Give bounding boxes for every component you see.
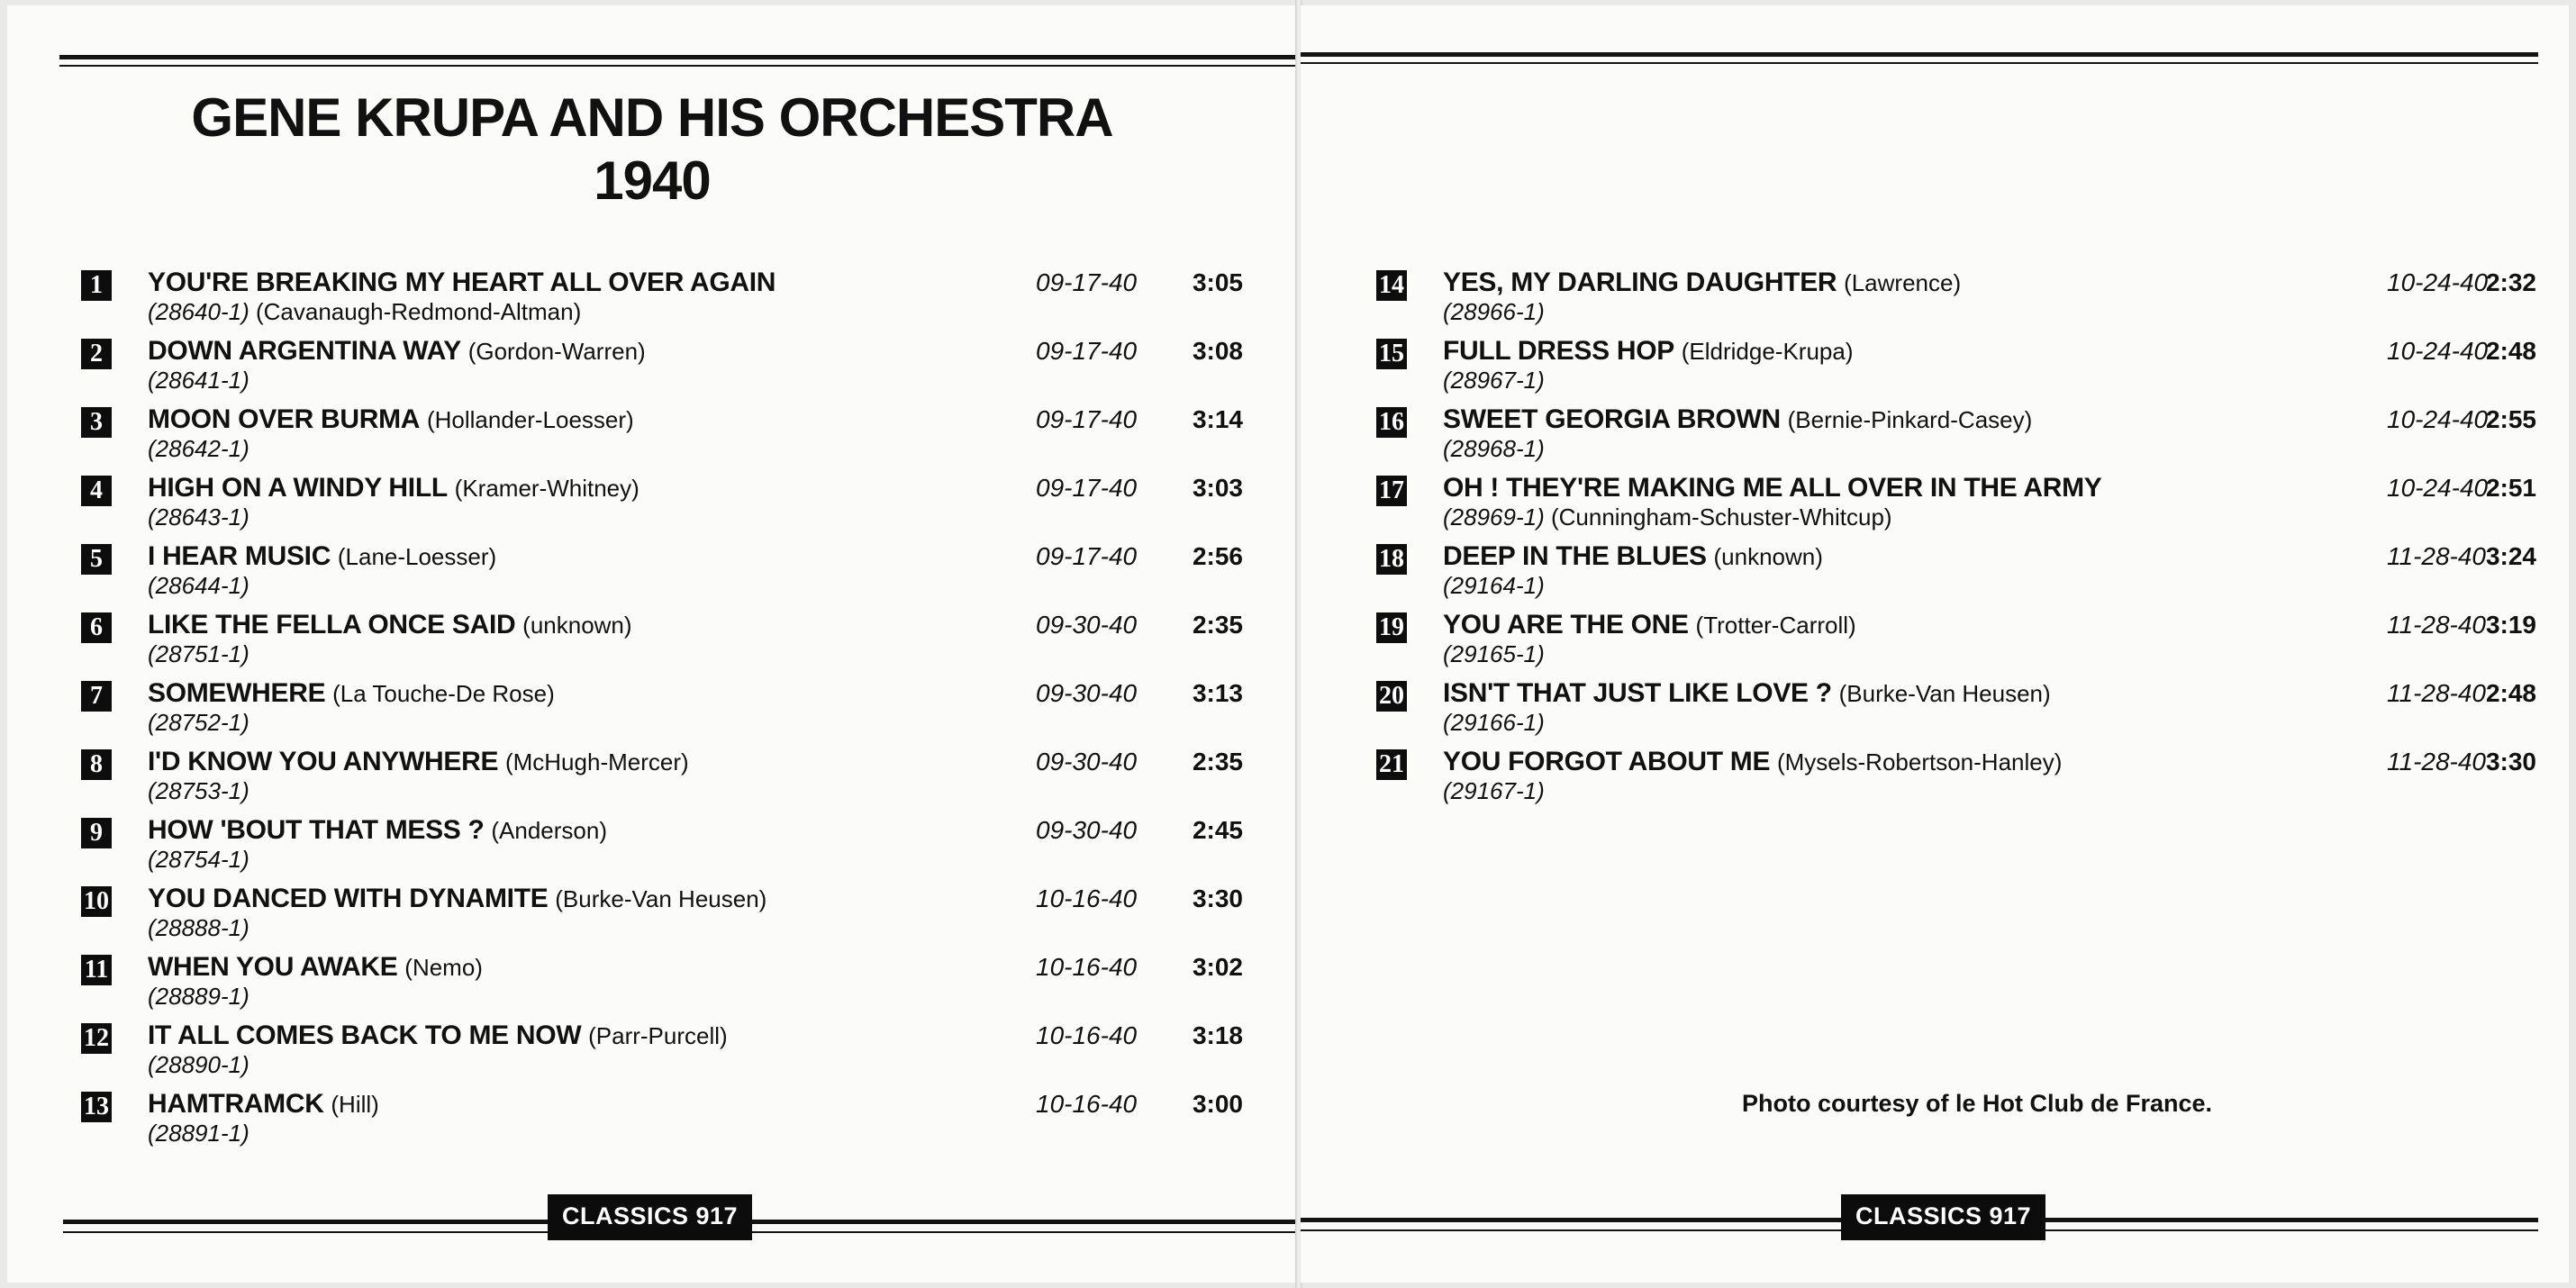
track-row	[81, 949, 1252, 1018]
track-number-badge: 16	[1376, 407, 1407, 438]
matrix-number: (28968-1)	[1443, 435, 1545, 462]
composers: (unknown)	[1713, 543, 1823, 570]
duration: 3:19	[2485, 611, 2536, 639]
track-number-badge: 4	[81, 476, 112, 506]
matrix-number: (28640-1)	[148, 298, 249, 325]
catalog-badge: CLASSICS 917	[548, 1194, 752, 1240]
composers: (Burke-Van Heusen)	[555, 885, 767, 912]
duration: 2:48	[2485, 679, 2536, 707]
recording-date: 10-16-40	[1036, 884, 1138, 912]
song-title: YOU DANCED WITH DYNAMITE	[148, 884, 549, 913]
composers: (Parr-Purcell)	[588, 1022, 728, 1049]
track-row	[1376, 333, 2538, 402]
song-title: MOON OVER BURMA	[148, 404, 421, 434]
song-title: IT ALL COMES BACK TO ME NOW	[148, 1020, 582, 1050]
recording-date: 10-16-40	[1036, 1090, 1138, 1118]
song-title: DEEP IN THE BLUES	[1443, 541, 1707, 571]
duration: 3:03	[1192, 474, 1243, 502]
matrix-number: (28751-1)	[148, 640, 249, 667]
recording-date: 11-28-40	[2387, 748, 2487, 776]
track-number-badge: 19	[1376, 612, 1407, 643]
composers: (Hill)	[331, 1091, 379, 1118]
top-rule	[59, 55, 1297, 59]
track-row	[1376, 265, 2538, 333]
recording-date: 09-17-40	[1036, 268, 1138, 296]
track-number-badge: 13	[81, 1092, 112, 1122]
album-title	[7, 86, 1297, 213]
album-title-year: 1940	[594, 150, 711, 211]
track-row	[81, 744, 1252, 812]
recording-date: 11-28-40	[2387, 542, 2487, 570]
track-number-badge: 3	[81, 407, 112, 438]
composers: (Bernie-Pinkard-Casey)	[1787, 406, 2033, 433]
recording-date: 10-24-40	[2387, 405, 2489, 433]
matrix-number: (28890-1)	[148, 1051, 249, 1078]
composers: (Cavanaugh-Redmond-Altman)	[255, 298, 582, 325]
song-title: YOU'RE BREAKING MY HEART ALL OVER AGAIN	[148, 268, 776, 297]
track-row	[1376, 607, 2538, 676]
recording-date: 09-17-40	[1036, 405, 1138, 433]
song-title: I'D KNOW YOU ANYWHERE	[148, 747, 499, 776]
composers: (Eldridge-Krupa)	[1681, 338, 1854, 365]
album-title-artist: GENE KRUPA AND HIS ORCHESTRA	[191, 87, 1113, 148]
composers: (Hollander-Loesser)	[426, 406, 634, 433]
track-number-badge: 7	[81, 681, 112, 712]
composers: (La Touche-De Rose)	[332, 680, 555, 707]
matrix-number: (28753-1)	[148, 777, 249, 804]
matrix-number: (28643-1)	[148, 503, 249, 531]
track-row	[1376, 402, 2538, 470]
duration: 2:55	[2485, 405, 2536, 433]
duration: 3:05	[1192, 268, 1243, 296]
song-title: HIGH ON A WINDY HILL	[148, 473, 448, 503]
track-number-badge: 9	[81, 818, 112, 848]
matrix-number: (28967-1)	[1443, 367, 1545, 394]
duration: 2:35	[1192, 611, 1243, 639]
recording-date: 09-30-40	[1036, 611, 1138, 639]
composers: (Lawrence)	[1844, 269, 1962, 296]
track-number-badge: 8	[81, 749, 112, 780]
track-row	[81, 607, 1252, 676]
track-row	[1376, 539, 2538, 607]
left-page	[7, 5, 1297, 1283]
track-number-badge: 17	[1376, 476, 1407, 506]
composers: (Kramer-Whitney)	[454, 475, 639, 502]
track-row	[1376, 676, 2538, 744]
song-title: LIKE THE FELLA ONCE SAID	[148, 610, 516, 639]
tracklist-left	[81, 265, 1252, 1155]
song-title: YOU FORGOT ABOUT ME	[1443, 747, 1771, 776]
duration: 3:24	[2485, 542, 2536, 570]
recording-date: 09-30-40	[1036, 816, 1138, 844]
top-rule	[1301, 52, 2538, 57]
matrix-number: (28754-1)	[148, 846, 249, 873]
matrix-number: (29167-1)	[1443, 777, 1545, 804]
composers: (Lane-Loesser)	[337, 543, 497, 570]
song-title: I HEAR MUSIC	[148, 541, 331, 571]
track-number-badge: 11	[81, 955, 112, 985]
duration: 2:45	[1192, 816, 1243, 844]
track-number-badge: 14	[1376, 270, 1407, 301]
composers: (McHugh-Mercer)	[504, 748, 689, 776]
matrix-number: (29164-1)	[1443, 572, 1545, 599]
recording-date: 10-24-40	[2387, 268, 2489, 296]
track-number-badge: 18	[1376, 544, 1407, 575]
photo-credit: Photo courtesy of le Hot Club de France.	[1742, 1090, 2213, 1117]
recording-date: 10-24-40	[2387, 337, 2489, 365]
matrix-number: (28752-1)	[148, 709, 249, 736]
track-row	[81, 470, 1252, 539]
recording-date: 10-24-40	[2387, 474, 2489, 502]
duration: 2:32	[2485, 268, 2536, 296]
track-number-badge: 15	[1376, 339, 1407, 369]
song-title: SOMEWHERE	[148, 678, 326, 708]
track-number-badge: 6	[81, 612, 112, 643]
duration: 2:56	[1192, 542, 1243, 570]
track-number-badge: 20	[1376, 681, 1407, 712]
duration: 3:08	[1192, 337, 1243, 365]
song-title: DOWN ARGENTINA WAY	[148, 336, 461, 366]
duration: 3:13	[1192, 679, 1243, 707]
composers: (Mysels-Robertson-Hanley)	[1776, 748, 2063, 776]
track-row	[81, 1086, 1252, 1155]
duration: 3:18	[1192, 1021, 1243, 1049]
track-row	[81, 676, 1252, 744]
duration: 3:14	[1192, 405, 1243, 433]
recording-date: 11-28-40	[2387, 679, 2487, 707]
matrix-number: (29165-1)	[1443, 640, 1545, 667]
matrix-number: (28889-1)	[148, 983, 249, 1010]
matrix-number: (28642-1)	[148, 435, 249, 462]
composers: (Gordon-Warren)	[467, 338, 646, 365]
matrix-number: (28644-1)	[148, 572, 249, 599]
duration: 3:30	[2485, 748, 2536, 776]
composers: (Nemo)	[404, 954, 483, 981]
recording-date: 10-16-40	[1036, 1021, 1138, 1049]
track-number-badge: 2	[81, 339, 112, 369]
right-page	[1301, 5, 2569, 1283]
track-number-badge: 1	[81, 270, 112, 301]
matrix-number: (28888-1)	[148, 914, 249, 941]
track-row	[1376, 470, 2538, 539]
track-number-badge: 5	[81, 544, 112, 575]
catalog-badge: CLASSICS 917	[1841, 1194, 2045, 1240]
track-row	[81, 812, 1252, 881]
song-title: YES, MY DARLING DAUGHTER	[1443, 268, 1837, 297]
matrix-number: (29166-1)	[1443, 709, 1545, 736]
duration: 3:30	[1192, 884, 1243, 912]
track-row	[81, 402, 1252, 470]
song-title: FULL DRESS HOP	[1443, 336, 1674, 366]
track-row	[1376, 744, 2538, 812]
matrix-number: (28891-1)	[148, 1120, 249, 1147]
composers: (unknown)	[522, 612, 632, 639]
duration: 2:51	[2485, 474, 2536, 502]
composers: (Burke-Van Heusen)	[1838, 680, 2051, 707]
track-number-badge: 10	[81, 886, 112, 917]
composers: (Anderson)	[491, 817, 607, 844]
recording-date: 09-17-40	[1036, 474, 1138, 502]
track-number-badge: 12	[81, 1023, 112, 1054]
recording-date: 09-17-40	[1036, 337, 1138, 365]
recording-date: 09-30-40	[1036, 679, 1138, 707]
composers: (Cunningham-Schuster-Whitcup)	[1550, 503, 1892, 531]
song-title: SWEET GEORGIA BROWN	[1443, 404, 1781, 434]
song-title: OH ! THEY'RE MAKING ME ALL OVER IN THE ARMY	[1443, 473, 2102, 503]
track-row	[81, 881, 1252, 949]
recording-date: 09-17-40	[1036, 542, 1138, 570]
recording-date: 10-16-40	[1036, 953, 1138, 981]
tracklist-right	[1376, 265, 2538, 812]
duration: 3:00	[1192, 1090, 1243, 1118]
song-title: HOW 'BOUT THAT MESS ?	[148, 815, 485, 845]
track-row	[81, 539, 1252, 607]
composers: (Trotter-Carroll)	[1695, 612, 1856, 639]
track-row	[81, 265, 1252, 333]
song-title: ISN'T THAT JUST LIKE LOVE ?	[1443, 678, 1832, 708]
recording-date: 11-28-40	[2387, 611, 2487, 639]
duration: 2:48	[2485, 337, 2536, 365]
matrix-number: (28966-1)	[1443, 298, 1545, 325]
duration: 2:35	[1192, 748, 1243, 776]
duration: 3:02	[1192, 953, 1243, 981]
song-title: WHEN YOU AWAKE	[148, 952, 398, 982]
track-row	[81, 333, 1252, 402]
recording-date: 09-30-40	[1036, 748, 1138, 776]
matrix-number: (28641-1)	[148, 367, 249, 394]
song-title: HAMTRAMCK	[148, 1089, 324, 1119]
track-row	[81, 1018, 1252, 1086]
song-title: YOU ARE THE ONE	[1443, 610, 1689, 639]
matrix-number: (28969-1)	[1443, 503, 1545, 531]
track-number-badge: 21	[1376, 749, 1407, 780]
